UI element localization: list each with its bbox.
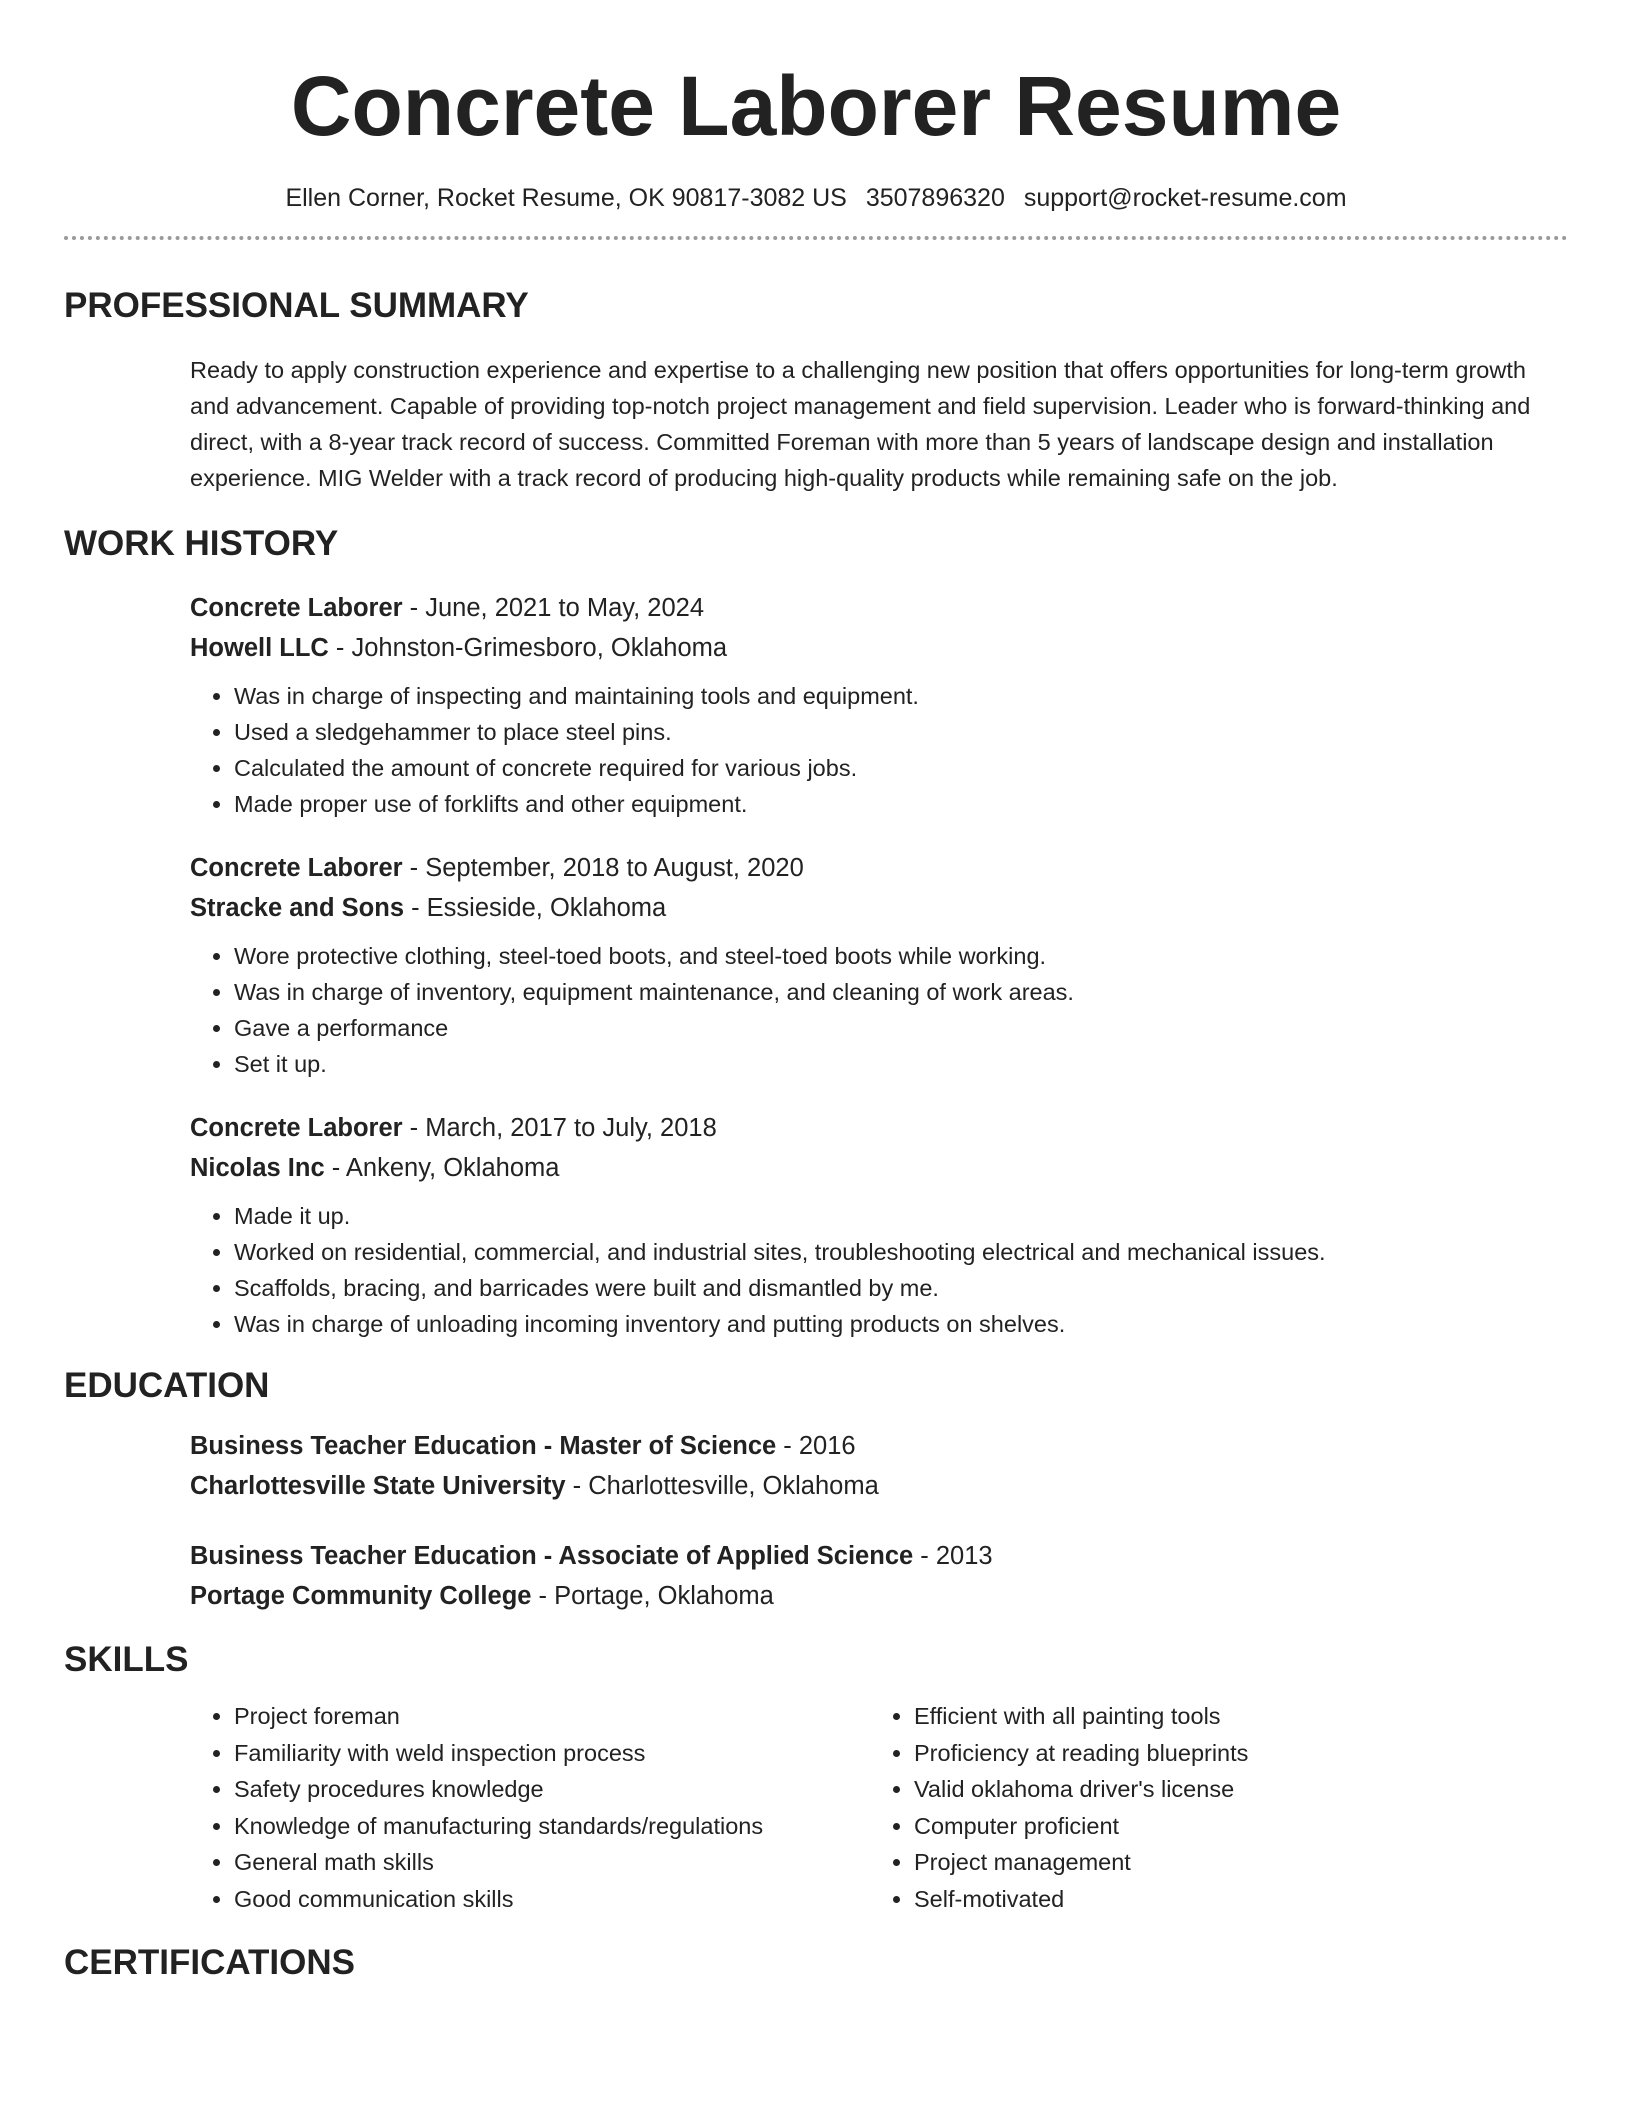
- skill-item: • Valid oklahoma driver's license: [914, 1771, 1248, 1808]
- job-duties-list: [190, 1198, 1568, 1342]
- skills-column-right: [870, 1698, 1248, 1917]
- job-entry: [190, 1108, 1568, 1342]
- job-title-line: [190, 588, 1568, 628]
- skill-item: • Project management: [914, 1844, 1248, 1881]
- skill-item: • Project foreman: [234, 1698, 870, 1735]
- degree-year: - 2013: [913, 1542, 993, 1570]
- job-entry: [190, 588, 1568, 822]
- job-location: - Essieside, Oklahoma: [404, 894, 667, 922]
- contact-line: [64, 182, 1568, 214]
- job-company: Howell LLC: [190, 634, 329, 662]
- summary-text: Ready to apply construction experience and expertise to a challenging new position that offers opportunities for long-term growth and advancement. Capable of providing top-notch project management and field supervision. Leader who is forward-thinking and direct, with a 8-year track record of success. Committed Foreman with more than 5 years of landscape design and installation experience. MIG Welder with a track record of producing high-quality products while remaining safe on the job.: [190, 357, 1531, 491]
- job-duty: • Was in charge of unloading incoming inventory and putting products on shelves.: [234, 1306, 1568, 1342]
- job-duty: • Wore protective clothing, steel-toed boots, and steel-toed boots while working.: [234, 938, 1568, 974]
- job-duties-list: [190, 938, 1568, 1082]
- job-company: Nicolas Inc: [190, 1154, 325, 1182]
- skills-column-left: [190, 1698, 870, 1917]
- job-dates: - September, 2018 to August, 2020: [402, 854, 804, 882]
- skill-item: • Knowledge of manufacturing standards/regulations: [234, 1808, 870, 1845]
- job-location: - Johnston-Grimesboro, Oklahoma: [328, 634, 728, 662]
- degree-name: Business Teacher Education - Master of Science: [190, 1432, 777, 1460]
- job-duty: • Calculated the amount of concrete required for various jobs.: [234, 750, 1568, 786]
- education-entry: [190, 1536, 1568, 1616]
- school-line: [190, 1466, 1568, 1506]
- degree-name: Business Teacher Education - Associate of Applied Science: [190, 1542, 914, 1570]
- contact-phone: 3507896320: [865, 184, 1005, 212]
- job-title-line: [190, 848, 1568, 888]
- contact-address: Ellen Corner, Rocket Resume, OK 90817-3082 US: [285, 184, 847, 212]
- job-duty: • Used a sledgehammer to place steel pins.: [234, 714, 1568, 750]
- job-company-line: [190, 888, 1568, 928]
- skill-item: • Self-motivated: [914, 1881, 1248, 1918]
- skill-item: • Safety procedures knowledge: [234, 1771, 870, 1808]
- section-heading-work-history: WORK HISTORY: [64, 524, 339, 563]
- job-title: Concrete Laborer: [190, 854, 403, 882]
- job-company-line: [190, 628, 1568, 668]
- job-duty: • Set it up.: [234, 1046, 1568, 1082]
- job-duty: • Scaffolds, bracing, and barricades were built and dismantled by me.: [234, 1270, 1568, 1306]
- education-entry: [190, 1426, 1568, 1506]
- job-title-line: [190, 1108, 1568, 1148]
- job-company-line: [190, 1148, 1568, 1188]
- section-heading-education: EDUCATION: [64, 1366, 270, 1405]
- degree-year: - 2016: [776, 1432, 856, 1460]
- job-duty: • Worked on residential, commercial, and industrial sites, troubleshooting electrical and mechanical issues.: [234, 1234, 1568, 1270]
- contact-email: support@rocket-resume.com: [1023, 184, 1347, 212]
- job-duty: • Was in charge of inspecting and maintaining tools and equipment.: [234, 678, 1568, 714]
- job-duty: • Made it up.: [234, 1198, 1568, 1234]
- resume-title: Concrete Laborer Resume: [290, 59, 1342, 153]
- job-title: Concrete Laborer: [190, 1114, 403, 1142]
- degree-line: [190, 1426, 1568, 1466]
- job-duties-list: [190, 678, 1568, 822]
- section-heading-skills: SKILLS: [64, 1640, 189, 1679]
- skill-item: • Efficient with all painting tools: [914, 1698, 1248, 1735]
- skill-item: • General math skills: [234, 1844, 870, 1881]
- job-company: Stracke and Sons: [190, 894, 404, 922]
- job-title: Concrete Laborer: [190, 594, 403, 622]
- job-duty: • Made proper use of forklifts and other equipment.: [234, 786, 1568, 822]
- section-heading-certifications: CERTIFICATIONS: [64, 1943, 356, 1982]
- header-divider: [64, 236, 1568, 240]
- section-heading-summary: PROFESSIONAL SUMMARY: [64, 286, 529, 325]
- skill-item: • Proficiency at reading blueprints: [914, 1735, 1248, 1772]
- job-duty: • Was in charge of inventory, equipment maintenance, and cleaning of work areas.: [234, 974, 1568, 1010]
- school-name: Charlottesville State University: [190, 1472, 566, 1500]
- school-location: - Portage, Oklahoma: [531, 1582, 774, 1610]
- school-line: [190, 1576, 1568, 1616]
- job-entry: [190, 848, 1568, 1082]
- job-dates: - March, 2017 to July, 2018: [402, 1114, 717, 1142]
- skills-grid: [190, 1698, 1568, 1917]
- job-dates: - June, 2021 to May, 2024: [402, 594, 705, 622]
- skills-list: [870, 1698, 1248, 1917]
- skill-item: • Good communication skills: [234, 1881, 870, 1918]
- resume-page: [64, 0, 1568, 1985]
- job-location: - Ankeny, Oklahoma: [324, 1154, 560, 1182]
- degree-line: [190, 1536, 1568, 1576]
- school-location: - Charlottesville, Oklahoma: [565, 1472, 879, 1500]
- skills-list: [190, 1698, 870, 1917]
- job-duty: • Gave a performance: [234, 1010, 1568, 1046]
- skill-item: • Computer proficient: [914, 1808, 1248, 1845]
- school-name: Portage Community College: [190, 1582, 532, 1610]
- skill-item: • Familiarity with weld inspection process: [234, 1735, 870, 1772]
